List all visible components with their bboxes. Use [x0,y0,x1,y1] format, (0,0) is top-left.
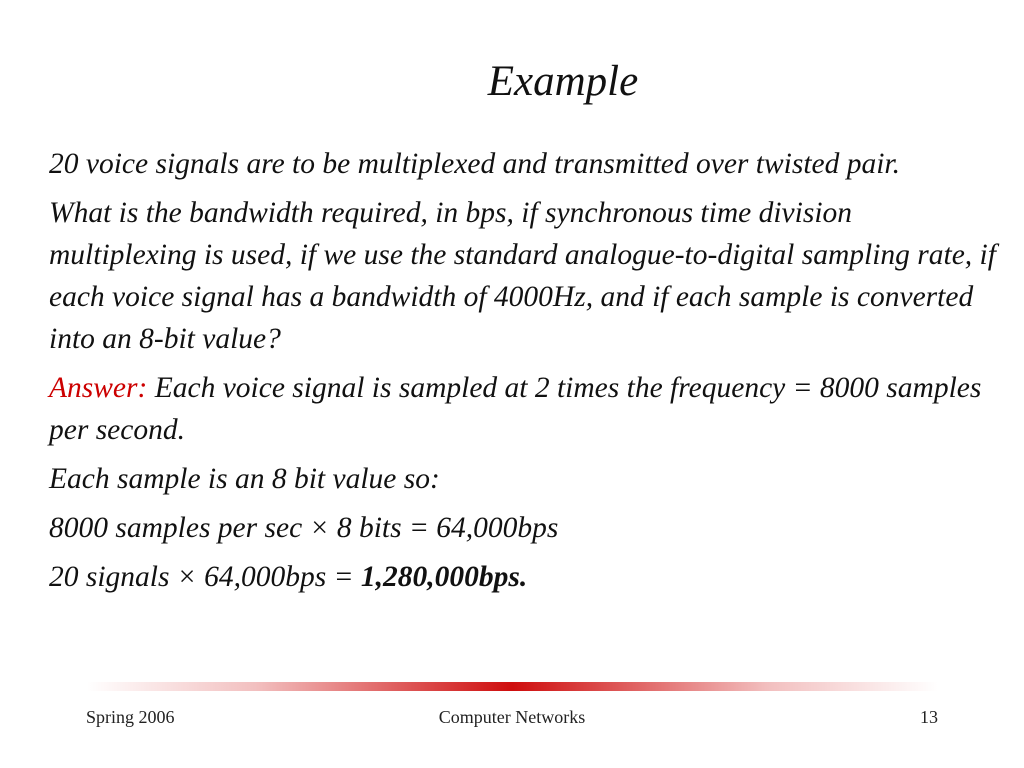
answer-label: Answer: [49,372,148,404]
answer-paragraph [49,367,999,451]
footer-course-title: Computer Networks [438,707,586,727]
footer-page-number: 13 [920,707,938,727]
footer-date: Spring 2006 [86,707,175,727]
answer-text: Each voice signal is sampled at 2 times the frequency = 8000 samples per second. [49,372,982,446]
slide-body [49,143,999,605]
problem-statement: 20 voice signals are to be multiplexed and transmitted over twisted pair. [49,148,901,180]
total-calculation [49,556,999,598]
total-calculation-prefix: 20 signals × 64,000bps = [49,561,361,593]
problem-question: What is the bandwidth required, in bps, if synchronous time division multiplexing is used, if we use the standard analogue-to-digital sampling rate, if each voice signal has a bandwidth of 4000Hz, and if each sample is converted into an 8-bit value? [49,197,996,355]
per-signal-calculation: 8000 samples per sec × 8 bits = 64,000bps [49,512,559,544]
slide-title: Example [487,58,639,105]
footer-divider [86,682,938,691]
final-bandwidth-value: 1,280,000bps. [360,561,528,593]
sample-size-line: Each sample is an 8 bit value so: [49,463,440,495]
